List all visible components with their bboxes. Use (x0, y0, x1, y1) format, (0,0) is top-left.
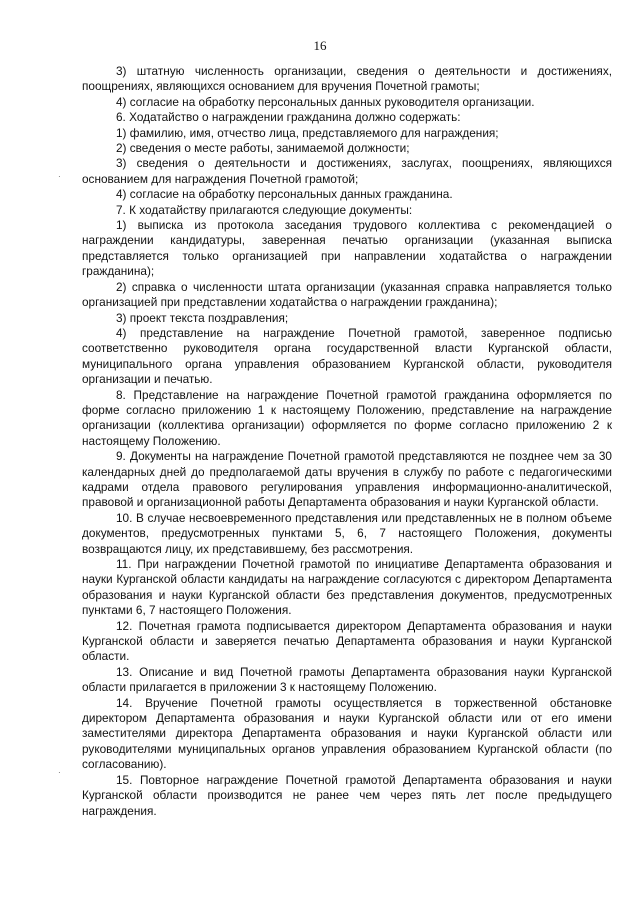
paragraph: 7. К ходатайству прилагаются следующие документы: (116, 202, 413, 217)
page-number: 16 (313, 38, 327, 53)
paragraph: 13. Описание и вид Почетной грамоты Департамента образования науки Курганской области прилагается в приложении 3 к настоящему Положению. (82, 664, 612, 695)
paragraph: 8. Представление на награждение Почетной грамотой гражданина оформляется по форме согласно приложению 1 к настоящему Положению, представление на награждение организации (коллектива организации) оформляется по форме согласно приложению 2 к настоящему Положению. (82, 387, 612, 448)
paragraph: 4) представление на награждение Почетной грамотой, заверенное подписью соответственно руководителя органа государственной власти Курганской области, муниципального органа управления образованием Курганской области, руководителя организации и печатью. (82, 325, 612, 387)
paragraph: 3) сведения о деятельности и достижениях, заслугах, поощрениях, являющихся основанием для награждения Почетной грамотой; (82, 156, 612, 186)
paragraph: 1) выписка из протокола заседания трудового коллектива с рекомендацией о награждении кандидатуры, заверенная печатью организации (указанная выписка представляется только организацией при направлении ходатайства о награждении гражданина); (82, 218, 612, 279)
scan-speck: · (58, 768, 61, 777)
paragraph: 2) справка о численности штата организации (указанная справка направляется только организацией при представлении ходатайства о награждении гражданина); (82, 279, 612, 310)
paragraph: 15. Повторное награждение Почетной грамотой Департамента образования и науки Курганской области производится не ранее чем через пять лет после предыдущего награждения. (82, 772, 612, 818)
paragraph: 4) согласие на обработку персональных данных гражданина. (116, 187, 453, 202)
paragraph: 12. Почетная грамота подписывается директором Департамента образования и науки Курганской области и заверяется печатью Департамента образования и науки Курганской области. (82, 618, 612, 664)
paragraph: 6. Ходатайство о награждении гражданина должно содержать: (116, 110, 461, 125)
paragraph: 11. При награждении Почетной грамотой по инициативе Департамента образования и науки Курганской области кандидаты на награждение согласуются с директором Департамента образования и науки Курганской области без представления документов, предусмотренных пунктами 6, 7 настоящего Положения. (82, 557, 612, 618)
paragraph: 9. Документы на награждение Почетной грамотой представляются не позднее чем за 30 календарных дней до предполагаемой даты вручения в службу по работе с педагогическими кадрами отдела правового регулирования управления информационно-аналитической, правовой и организационной работы Департамента образования и науки Курганской области. (82, 449, 612, 510)
paragraph: 14. Вручение Почетной грамоты осуществляется в торжественной обстановке директором Департамента образования и науки Курганской области или от его имени заместителями директора Департамента образования и науки Курганской области или руководителями муниципальных органов управления образованием Курганской области (по согласованию). (82, 695, 612, 772)
paragraph: 1) фамилию, имя, отчество лица, представляемого для награждения; (116, 125, 499, 140)
paragraph: 10. В случае несвоевременного представления или представленных не в полном объеме документов, предусмотренных пунктами 5, 6, 7 настоящего Положения, документы возвращаются лицу, их представившему, без рассмотрения. (82, 510, 612, 556)
document-body (82, 64, 612, 819)
paragraph: 3) проект текста поздравления; (116, 310, 289, 325)
paragraph: 2) сведения о месте работы, занимаемой должности; (116, 141, 410, 156)
scan-speck: · (58, 172, 61, 181)
paragraph: 4) согласие на обработку персональных данных руководителя организации. (116, 94, 535, 109)
paragraph: 3) штатную численность организации, сведения о деятельности и достижениях, поощрениях, являющихся основанием для вручения Почетной грамоты; (82, 64, 612, 94)
